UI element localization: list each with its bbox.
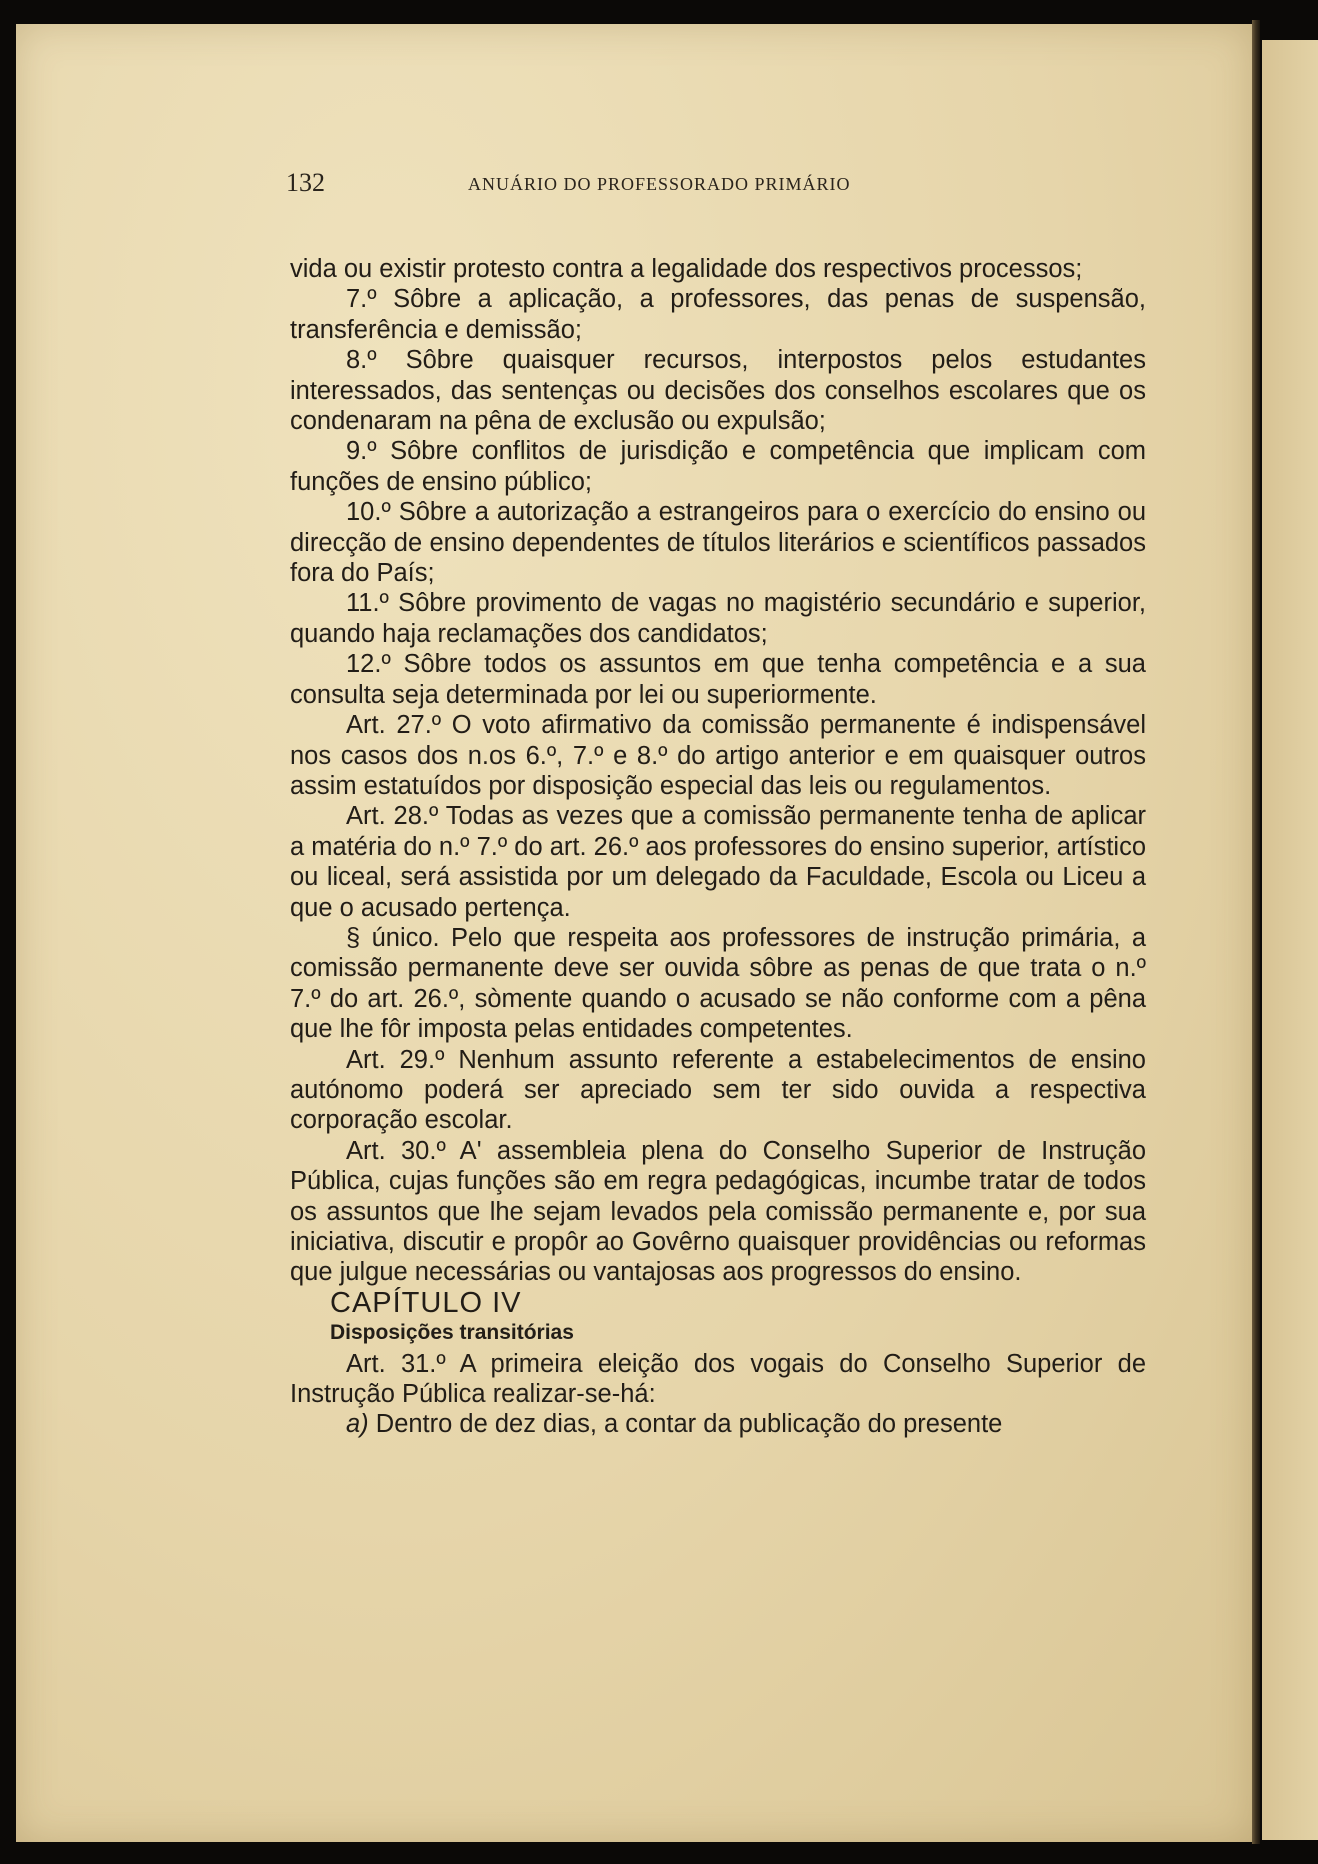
chapter-title: CAPÍTULO IV [330, 1286, 522, 1319]
paragraph-item-12: 12.º Sôbre todos os assuntos em que tenha competência e a sua consulta seja determinada por lei ou superiormente. [290, 650, 1146, 709]
page-number: 132 [286, 168, 325, 197]
paragraph-item-7: 7.º Sôbre a aplicação, a professores, das penas de suspensão, transferência e demissão; [290, 285, 1146, 344]
paragraph-item-a [290, 1409, 1146, 1439]
paragraph-item-11: 11.º Sôbre provimento de vagas no magistério secundário e superior, quando haja reclamações dos candidatos; [290, 589, 1146, 648]
paragraph-art-31: Art. 31.º A primeira eleição dos vogais do Conselho Superior de Instrução Pública realizar-se-há: [290, 1349, 1146, 1409]
body-text [290, 254, 1146, 1440]
running-title: ANUÁRIO DO PROFESSORADO PRIMÁRIO [468, 174, 851, 194]
page-gutter [1252, 20, 1260, 1844]
item-a-text: Dentro de dez dias, a contar da publicação do presente [375, 1410, 1003, 1439]
paragraph-art-27: Art. 27.º O voto afirmativo da comissão permanente é indispensável nos casos dos n.os 6.º, 7.º e 8.º do artigo anterior e em quaisquer outros assim estatuídos por disposição especial das leis ou regulamentos. [290, 711, 1146, 800]
adjacent-page-edge [1262, 40, 1318, 1840]
item-marker: a) [346, 1410, 369, 1439]
paragraph-item-10: 10.º Sôbre a autorização a estrangeiros para o exercício do ensino ou direcção de ensino dependentes de títulos literários e scientíficos passados fora do País; [290, 498, 1146, 588]
chapter-subtitle: Disposições transitórias [330, 1321, 574, 1345]
paragraph-item-8: 8.º Sôbre quaisquer recursos, interpostos pelos estudantes interessados, das sentenças ou decisões dos conselhos escolares que os condenaram na pêna de exclusão ou expulsão; [290, 346, 1146, 436]
paragraph-unico: § único. Pelo que respeita aos professores de instrução primária, a comissão permanente deve ser ouvida sôbre as penas de que trata o n.º 7.º do art. 26.º, sòmente quando o acusado se não conforme com a pêna que lhe fôr imposta pelas entidades competentes. [290, 923, 1146, 1044]
paragraph-art-29: Art. 29.º Nenhum assunto referente a estabelecimentos de ensino autónomo poderá ser apreciado sem ter sido ouvida a respectiva corporação escolar. [290, 1045, 1146, 1135]
paragraph-continuation: vida ou existir protesto contra a legalidade dos respectivos processos; [290, 255, 1083, 283]
page-header [286, 168, 986, 198]
paragraph-art-30: Art. 30.º A' assembleia plena do Conselho Superior de Instrução Pública, cujas funções são em regra pedagógicas, incumbe tratar de todos os assuntos que lhe sejam levados pela comissão permanente e, por sua iniciativa, discutir e propôr ao Govêrno quaisquer providências ou reformas que julgue necessárias ou vantajosas aos progressos do ensino. [290, 1136, 1146, 1287]
paragraph-item-9: 9.º Sôbre conflitos de jurisdição e competência que implicam com funções de ensino público; [290, 437, 1146, 496]
paragraph-art-28: Art. 28.º Todas as vezes que a comissão permanente tenha de aplicar a matéria do n.º 7.º do art. 26.º aos professores do ensino superior, artístico ou liceal, será assistida por um delegado da Faculdade, Escola ou Liceu a que o acusado pertença. [290, 802, 1146, 922]
